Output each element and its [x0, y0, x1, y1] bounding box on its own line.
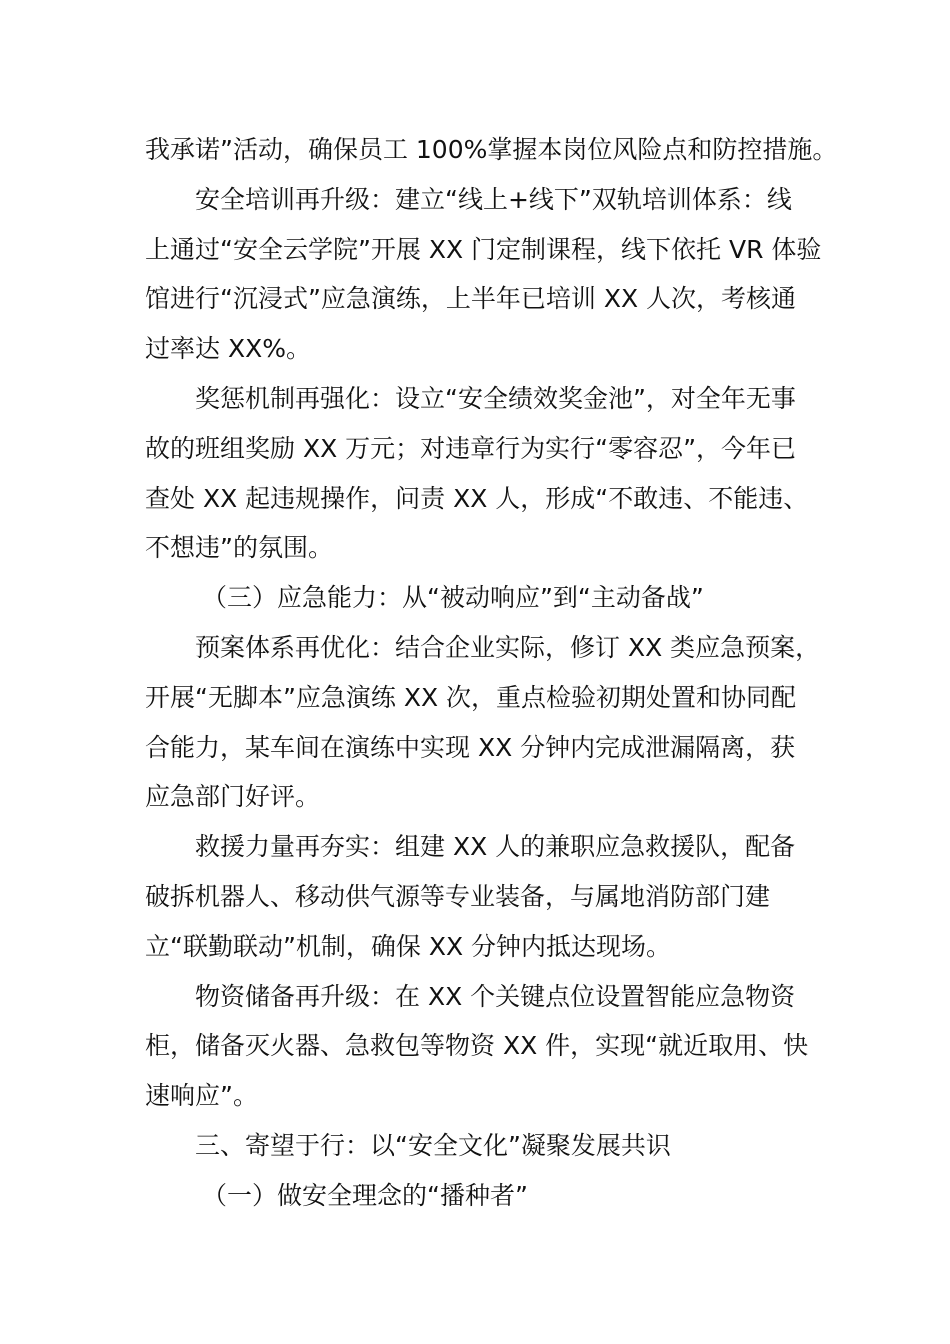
text-line: 速响应”。: [145, 1081, 258, 1111]
text-line: 物资储备再升级：在 XX 个关键点位设置智能应急物资: [195, 981, 796, 1011]
text-line: 我承诺”活动，确保员工 100%掌握本岗位风险点和防控措施。: [145, 135, 838, 164]
text-line: 奖惩机制再强化：设立“安全绩效奖金池”，对全年无事: [195, 383, 796, 413]
text-line: 合能力，某车间在演练中实现 XX 分钟内完成泄漏隔离，获: [145, 732, 796, 762]
text-line: 故的班组奖励 XX 万元；对违章行为实行“零容忍”，今年已: [145, 433, 797, 463]
text-line: 救援力量再夯实：组建 XX 人的兼职应急救援队，配备: [195, 832, 796, 862]
document-body: [145, 125, 838, 1221]
text-line: 不想违”的氛围。: [145, 533, 333, 563]
section-heading-line: （一）做安全理念的“播种者”: [202, 1180, 528, 1210]
text-line: 安全培训再升级：建立“线上+线下”双轨培训体系：线: [195, 184, 792, 214]
text-line: 破拆机器人、移动供气源等专业装备，与属地消防部门建: [145, 881, 771, 911]
text-line: 柜，储备灭火器、急救包等物资 XX 件，实现“就近取用、快: [145, 1031, 809, 1061]
text-line: 三、寄望于行：以“安全文化”凝聚发展共识: [195, 1130, 671, 1160]
text-line: 立“联勤联动”机制，确保 XX 分钟内抵达现场。: [145, 931, 672, 961]
text-line: 上通过“安全云学院”开展 XX 门定制课程，线下依托 VR 体验: [145, 234, 822, 264]
text-line: 应急部门好评。: [145, 782, 321, 812]
text-line: 预案体系再优化：结合企业实际，修订 XX 类应急预案，: [195, 632, 821, 662]
section-heading-line: （三）应急能力：从“被动响应”到“主动备战”: [202, 583, 704, 613]
text-line: 馆进行“沉浸式”应急演练，上半年已培训 XX 人次，考核通: [145, 284, 797, 314]
text-line: 查处 XX 起违规操作，问责 XX 人，形成“不敢违、不能违、: [145, 483, 809, 513]
text-line: 开展“无脚本”应急演练 XX 次，重点检验初期处置和协同配: [145, 682, 797, 712]
text-line: 过率达 XX%。: [145, 334, 311, 364]
